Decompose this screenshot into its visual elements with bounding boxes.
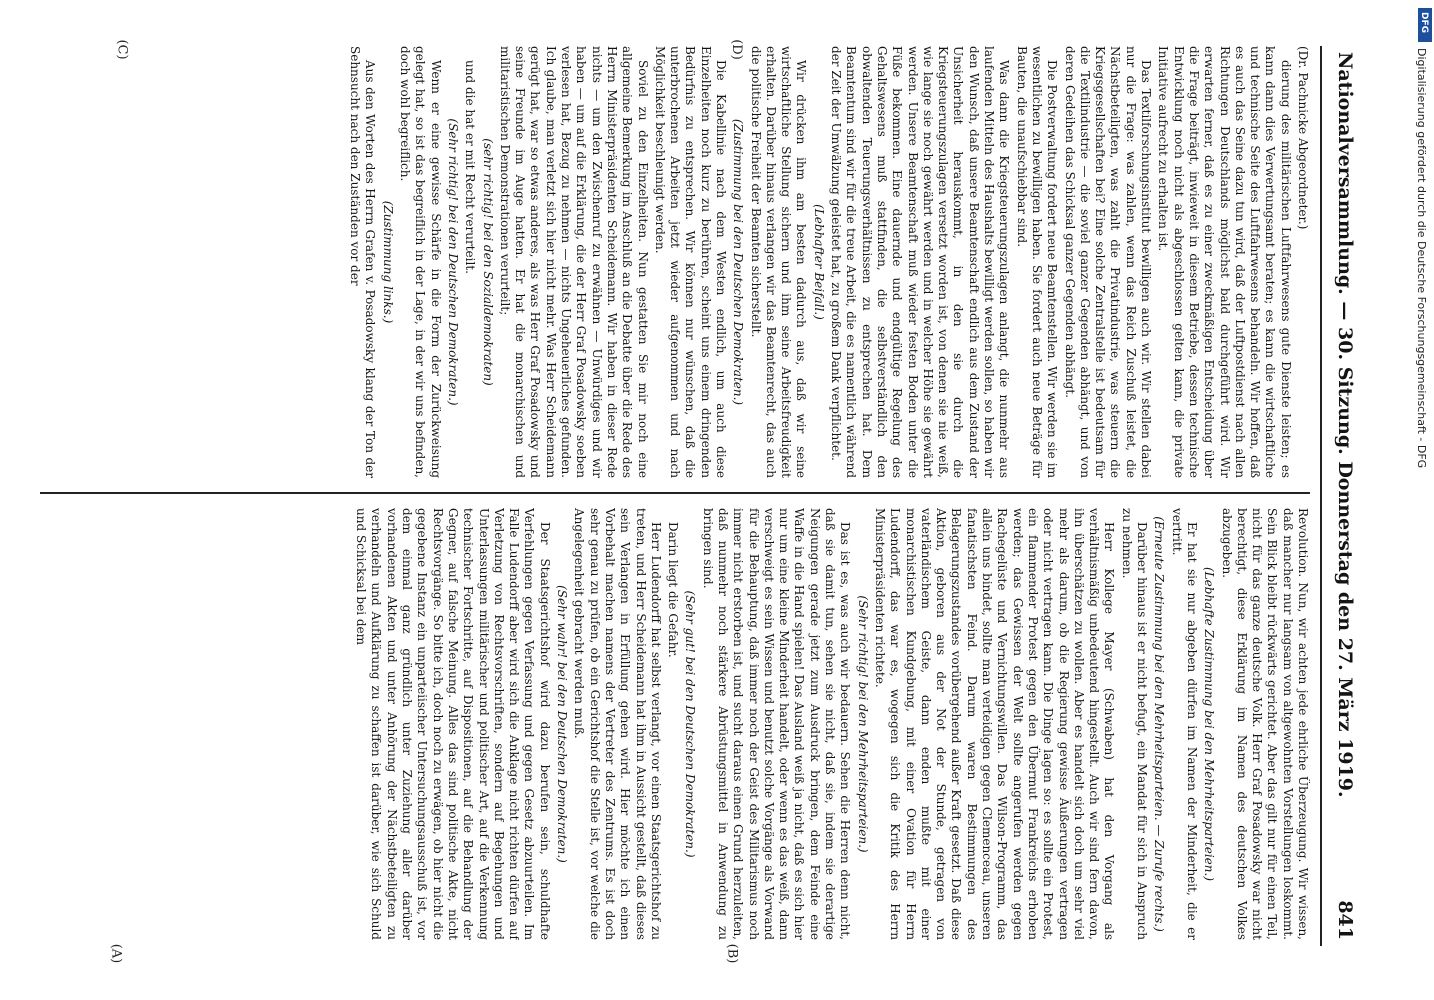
digitization-credit: [1416, 48, 1430, 828]
interjection: (Sehr gut! bei den Deutschen Demokraten.): [683, 590, 698, 858]
paragraph: Wir drücken ihm am besten dadurch aus, daß wir seine wirtschaftliche Stellung sichern und ihm seine Arbeitsfreudigkeit erhalten. Darüber hinaus verlangen wir das Beamtenrecht, das auch die politische Freiheit der Beamten sicherstellt.: [748, 46, 809, 478]
paragraph: Soviel zu den Einzelheiten. Nun gestatten Sie mir noch eine allgemeine Bemerkung im Anschluß an die Debatte über die Rede des Herrn Ministerpräsidenten Scheidemann. Wir haben in dieser Rede nichts — um den Zwischenruf zu erwähnen — Unwürdiges und wir haben — um auf die Erklärung, die der Herr Graf Posadowsky soeben verlesen hat, Bezug zu nehmen — nichts Ungeheuerliches gefunden. Ich glaube, man verletzt sich hier nicht mehr. Was Herr Scheidemann gerügt hat, war so etwas anderes, als was Herr Graf Posadowsky und seine Freunde im Auge hatten. Er hat die monarchischen und militaristischen Demonstrationen verurteilt;: [497, 46, 650, 478]
margin-mark-c: (C): [114, 39, 130, 60]
left-column: [40, 46, 1310, 478]
interjection: (Sehr richtig! bei den Mehrheitsparteien.): [855, 595, 870, 853]
paragraph: Das Textilforschungsinstitut bewilligen auch wir. Wir stellen dabei nur die Frage: was zahlen, wenn das Reich Zuschuß leistet, die Nächstbeteiligten, was zahlt die Privatindustrie, was steuern die Kriegsgesellschaften bei? Eine solche Zentralstelle ist bedeutsam für die Textilindustrie — die soviel ganzer Gegenden abhängt, und von deren Gedeihen das Schicksal ganzer Gegenden abhängt.: [1062, 46, 1154, 478]
page-header: [1322, 46, 1362, 946]
margin-mark-b: (B): [724, 943, 740, 964]
paragraph: Revolution. Nun, wir achten jede ehrliche Überzeugung. Wir wissen, daß mancher nur langsam von altgewohnten Vorstellungen loskommt. Sein Blick bleibt rückwärts gerichtet. Aber das gilt nur für einen Teil, nicht für das ganze deutsche Volk. Herr Graf Posadowsky war nicht berechtigt, diese Erklärung im Namen des deutschen Volkes abzugeben.: [1219, 508, 1310, 940]
paragraph: und die hat er mit Recht verurteilt.: [463, 60, 478, 274]
right-column: [40, 508, 1310, 940]
interjection: (Zustimmung links.): [380, 200, 395, 324]
paragraph: Das ist es, was auch wir bedauern. Sehen die Herren denn nicht, daß sie damit tun, sehen sie nicht, daß sie, indem sie derartige Neigungen gerade jetzt zum Ausdruck bringen, dem Feinde eine Waffe in die Hand spielen! Das Ausland weiß ja nicht, daß es sich hier nur um eine kleine Minderheit handelt, oder wenn es das weiß, dann verschweigt es sein Wissen und benutzt solche Vorgänge als Vorwand für die Behauptung, daß immer noch der Geist des Militarismus noch immer nicht erstorben ist, und sucht daraus einen Grund herzuleiten, daß nunmehr noch stärkere Abrüstungsmittel in Anwendung zu bringen sind.: [700, 508, 853, 940]
margin-mark-a: (A): [108, 943, 124, 964]
paragraph: Die Postverwaltung fordert neue Beamtenstellen. Wir werden sie im wesentlichen zu bewilligen haben. Sie fordert auch neue Beträge für Bauten, die unaufschiebbar sind.: [1014, 46, 1060, 478]
speaker-line: (Dr. Pachnicke Abgeordneter.): [1296, 46, 1310, 230]
column-divider: [40, 492, 1310, 494]
interjection: (sehr richtig! bei den Sozialdemokraten): [480, 138, 495, 386]
paragraph: Darin liegt die Gefahr.: [666, 522, 681, 658]
paragraph: Die Kabellinie nach dem Westen endlich, um auch diese Einzelheiten noch kurz zu berühren, scheint uns einem dringenden Bedürfnis zu entsprechen. Wir können nur wünschen, daß die unterbrochenen Arbeiten jetzt wieder aufgenommen und nach Möglichkeit beschleunigt werden.: [652, 46, 729, 478]
paragraph: Aus den Worten des Herrn Grafen v. Posadowsky klang der Ton der Sehnsucht nach den Zuständen vor der: [348, 46, 378, 478]
header-rule: [1320, 46, 1322, 946]
newspaper-page: [32, 46, 1362, 946]
margin-mark-d: (D): [728, 39, 744, 60]
page-number: 841: [1334, 900, 1356, 940]
paragraph: Was dann die Kriegsteuerungszulagen anlangt, die nunmehr aus laufenden Mitteln des Haushalts bewilligt werden sollen, so haben wir den Wunsch, daß unsere Beamtenschaft endlich aus dem Zustand der Unsicherheit herauskommt, in den sie durch die Kriegsteuerungszulagen versetzt worden ist, von denen sie nie weiß, wie lange sie noch gewährt werden und in welcher Höhe sie gewährt werden. Unsere Beamtenschaft muß wieder festen Boden unter die Füße bekommen. Eine dauernde und endgültige Regelung des Gehaltswesens muß stattfinden, die selbstverständlich den obwaltenden Teuerungsverhältnissen zu entsprechen hat. Dem Beamtentum sind wir für die treue Arbeit, die es namentlich während der Zeit der Umwälzung geleistet hat, zu großem Dank verpflichtet.: [829, 46, 1012, 478]
interjection: (Lebhafter Beifall.): [811, 204, 826, 320]
paragraph: dierung des militärischen Luftfahrwesens gute Dienste leisten; es kann dann dies Verwertungsamt beraten; es kann die wirtschaftliche und technische Seite des Luftfahrwesens behandeln. Wir hoffen, daß es auch das Seine dazu tun wird, daß der Luftpostdienst nach allen Richtungen Deutschlands möglichst bald durchgeführt wird. Wir erwarten ferner, daß es zu einer zweckmäßigen Entscheidung über die Frage beiträgt, inwieweit in diesem Betriebe, dessen technische Entwicklung noch nicht als abgeschlossen gelten kann, die private Initiative aufrecht zu erhalten ist.: [1156, 46, 1293, 478]
interjection: (Zustimmung bei den Deutschen Demokraten.): [731, 118, 746, 406]
dfg-logo-text: DFG: [1419, 12, 1429, 34]
dfg-logo: [1418, 8, 1432, 42]
paragraph: Der Staatsgerichtshof wird dazu berufen sein, schuldhafte Verfehlungen gegen Verfassung und gegen Gesetz abzuurteilen. Im Falle Ludendorff aber wird sich die Anklage nicht richten dürfen auf Verletzung von Rechtsvorschriften, sondern auf Begehungen und Unterlassungen militärischer und politischer Art, auf die Verkennung technischer Fortschritte, auf Dispositionen, auf die Behandlung der Gegner, auf falsche Meinung. Alles das sind politische Akte, nicht Rechtsvorgänge. So bitte ich, doch noch zu erwägen, ob hier nicht die gegebene Instanz ein unparteiischer Untersuchungsausschuß ist, vor dem einmal ganz gründlich unter Zuziehung aller darüber vorhandenen Akten und unter Anhörung der Nächstbeteiligten zu verhandeln und Aufklärung zu schaffen ist darüber, wie sich Schuld und Schicksal bei dem: [354, 508, 552, 940]
paragraph: Er hat sie nur abgeben dürfen im Namen der Minderheit, die er vertritt.: [1169, 508, 1199, 940]
running-head: Nationalversammlung. — 30. Sitzung. Donnerstag den 27. März 1919.: [1334, 52, 1356, 798]
paragraph: Herr Kollege Mayer (Schwaben) hat den Vorgang als verhältnismäßig unbedeutend hingestellt. Auch wir sind fern davon, ihn überschätzen zu wollen. Aber es handelt sich doch um sehr viel mehr als darum, ob die Regierung gewisse Äußerungen vertragen oder nicht vertragen kann. Die Dinge lagen so: es sollte ein Protest, ein flammender Protest gegen den Übermut Frankreichs erhoben werden; das Gewissen der Welt sollte angerufen werden gegen Rachegelüste und Vernichtungswillen. Das Wilson-Programm, das allein uns bindet, sollte man verteidigen gegen Clemenceau, unseren fanatischsten Feind. Darum waren Bestimmungen des Belagerungszustandes vorübergehend außer Kraft gesetzt. Daß diese Aktion, geboren aus der Not der Stunde, getragen von vaterländischem Geiste, dann enden mußte mit einer monarchistischen Kundgebung, mit einer Ovation für Herrn Ludendorff, das war es, wogegen sich die Kritik des Herrn Ministerpräsidenten richtete.: [872, 508, 1117, 940]
interjection: (Sehr wahr! bei den Deutschen Demokraten.): [555, 585, 570, 863]
interjection: (Erneute Zustimmung bei den Mehrheitsparteien. — Zurufe rechts.): [1152, 516, 1167, 932]
paragraph: Darüber hinaus ist er nicht befugt, ein Mandat für sich in Anspruch zu nehmen.: [1119, 508, 1150, 940]
digitization-credit-text: Digitalisierung gefördert durch die Deutsche Forschungsgemeinschaft - DFG: [1415, 48, 1428, 469]
paragraph: Herr Ludendorff hat selbst verlangt, vor einen Staatsgerichtshof zu treten, und Herr Scheidemann hat ihm in Aussicht gestellt, daß dieses sein Verlangen in Erfüllung gehen wird. Hier möchte ich einen Vorbehalt machen namens der Vertreter des Zentrums. Es ist doch sehr genau zu prüfen, ob ein Gerichtshof die Stelle ist, vor welche die Angelegenheit gebracht werden muß.: [572, 508, 663, 940]
paragraph: Wenn er eine gewisse Schärfe in die Form der Zurückweisung gelegt hat, so ist das begreiflich in der Lage, in der wir uns befinden, doch wohl begreiflich.: [398, 46, 443, 478]
interjection: (Sehr richtig! bei den Deutschen Demokraten.): [445, 118, 460, 406]
interjection: (Lebhafte Zustimmung bei den Mehrheitsparteien.): [1202, 566, 1217, 881]
